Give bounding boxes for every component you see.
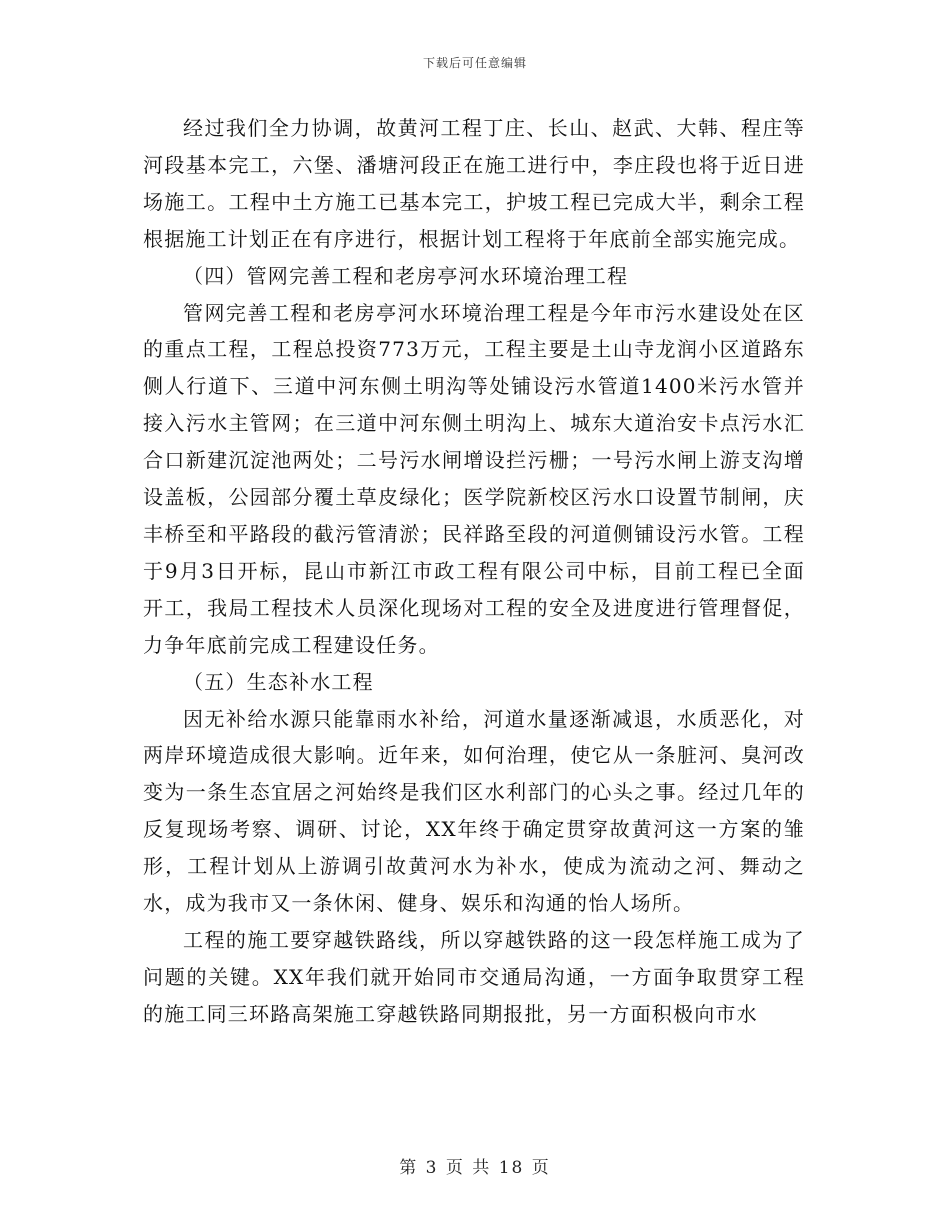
document-body (143, 110, 805, 1033)
paragraph-pipe-network: 管网完善工程和老房亭河水环境治理工程是今年市污水建设处在区的重点工程，工程总投资773万元，工程主要是土山寺龙润小区道路东侧人行道下、三道中河东侧土明沟等处铺设污水管道1400米污水管并接入污水主管网；在三道中河东侧土明沟上、城东大道治安卡点污水汇合口新建沉淀池两处；二号污水闸增设拦污栅；一号污水闸上游支沟增设盖板，公园部分覆土草皮绿化；医学院新校区污水口设置节制闸，庆丰桥至和平路段的截污管清淤；民祥路至段的河道侧铺设污水管。工程于9月3日开标，昆山市新江市政工程有限公司中标，目前工程已全面开工，我局工程技术人员深化现场对工程的安全及进度进行管理督促，力争年底前完成工程建设任务。 (143, 300, 805, 657)
paragraph-railway-crossing: 工程的施工要穿越铁路线，所以穿越铁路的这一段怎样施工成为了问题的关键。XX年我们就开始同市交通局沟通，一方面争取贯穿工程的施工同三环路高架施工穿越铁路同期报批，另一方面积极向市水 (143, 927, 805, 1026)
page-header: 下载后可任意编辑 (422, 56, 527, 70)
section-heading-4: （四）管网完善工程和老房亭河水环境治理工程 (183, 263, 629, 288)
section-heading-5: （五）生态补水工程 (183, 669, 374, 694)
paragraph-eco-water: 因无补给水源只能靠雨水补给，河道水量逐渐减退，水质恶化，对两岸环境造成很大影响。近年来，如何治理，使它从一条脏河、臭河改变为一条生态宜居之河始终是我们区水利部门的心头之事。经过几年的反复现场考察、调研、讨论，XX年终于确定贯穿故黄河这一方案的雏形，工程计划从上游调引故黄河水为补水，使成为流动之河、舞动之水，成为我市又一条休闲、健身、娱乐和沟通的怡人场所。 (143, 706, 805, 916)
paragraph-progress-summary: 经过我们全力协调，故黄河工程丁庄、长山、赵武、大韩、程庄等河段基本完工，六堡、潘塘河段正在施工进行中，李庄段也将于近日进场施工。工程中土方施工已基本完工，护坡工程已完成大半，剩余工程根据施工计划正在有序进行，根据计划工程将于年底前全部实施完成。 (143, 116, 805, 251)
page-footer: 第 3 页 共 18 页 (399, 1158, 551, 1178)
